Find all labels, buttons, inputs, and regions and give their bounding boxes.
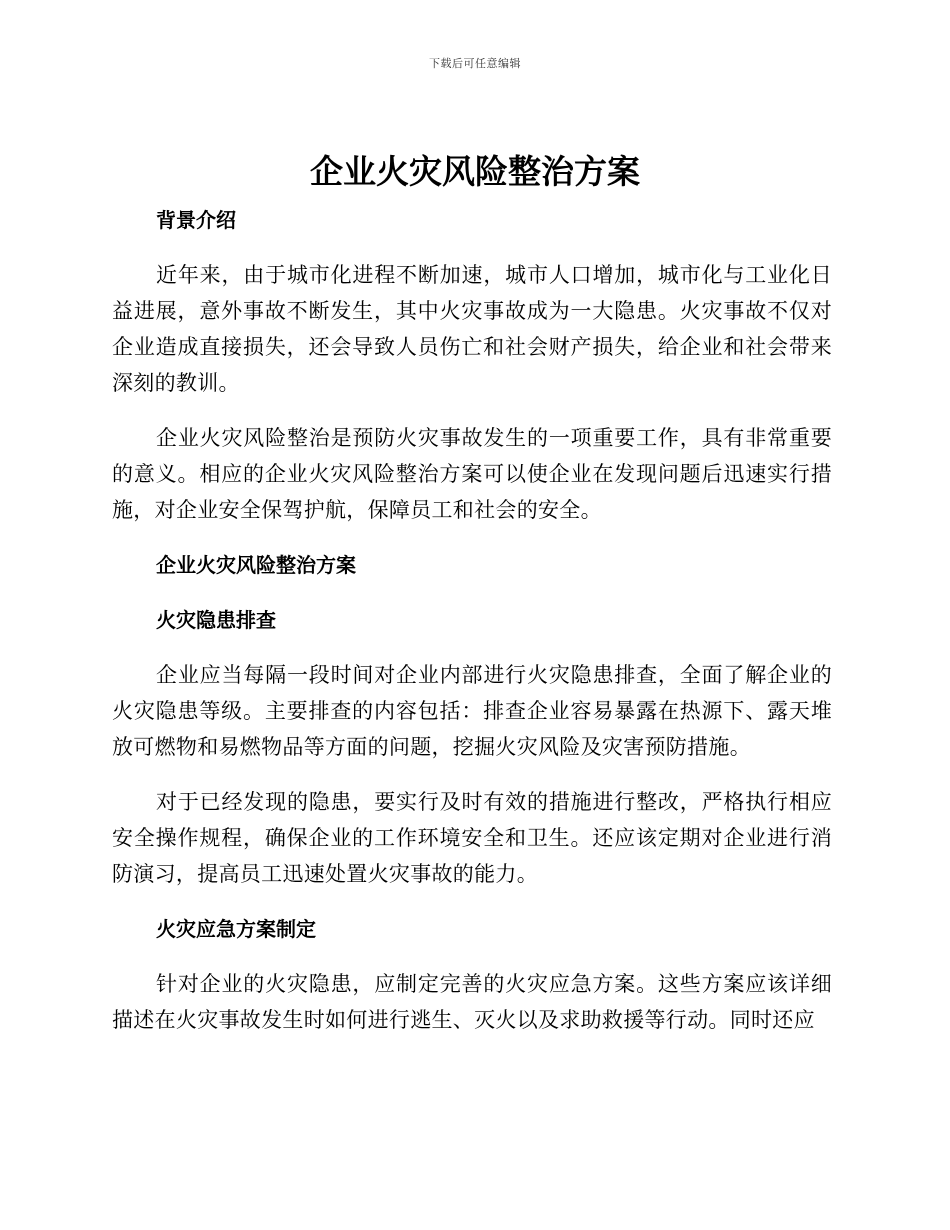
paragraph-inspection-2: 对于已经发现的隐患，要实行及时有效的措施进行整改，严格执行相应安全操作规程，确保企业的工作环境安全和卫生。还应该定期对企业进行消防演习，提高员工迅速处置火灾事故的能力。 <box>112 790 832 886</box>
paragraph-inspection-1: 企业应当每隔一段时间对企业内部进行火灾隐患排查，全面了解企业的火灾隐患等级。主要排查的内容包括：排查企业容易暴露在热源下、露天堆放可燃物和易燃物品等方面的问题，挖掘火灾风险及灾害预防措施。 <box>112 663 832 759</box>
paragraph-emergency-1: 针对企业的火灾隐患，应制定完善的火灾应急方案。这些方案应该详细描述在火灾事故发生时如何进行逃生、灭火以及求助救援等行动。同时还应 <box>112 972 832 1032</box>
document-title: 企业火灾风险整治方案 <box>310 152 640 191</box>
section-heading-inspection: 火灾隐患排查 <box>156 608 276 632</box>
header-note: 下载后可任意编辑 <box>429 57 521 70</box>
document-body <box>112 202 832 1038</box>
paragraph-background-2: 企业火灾风险整治是预防火灾事故发生的一项重要工作，具有非常重要的意义。相应的企业火灾风险整治方案可以使企业在发现问题后迅速实行措施，对企业安全保驾护航，保障员工和社会的安全。 <box>112 426 832 522</box>
section-heading-background: 背景介绍 <box>156 208 236 232</box>
section-heading-plan: 企业火灾风险整治方案 <box>156 553 356 577</box>
paragraph-background-1: 近年来，由于城市化进程不断加速，城市人口增加，城市化与工业化日益进展，意外事故不断发生，其中火灾事故成为一大隐患。火灾事故不仅对企业造成直接损失，还会导致人员伤亡和社会财产损失，给企业和社会带来深刻的教训。 <box>112 263 832 395</box>
section-heading-emergency: 火灾应急方案制定 <box>156 917 316 941</box>
